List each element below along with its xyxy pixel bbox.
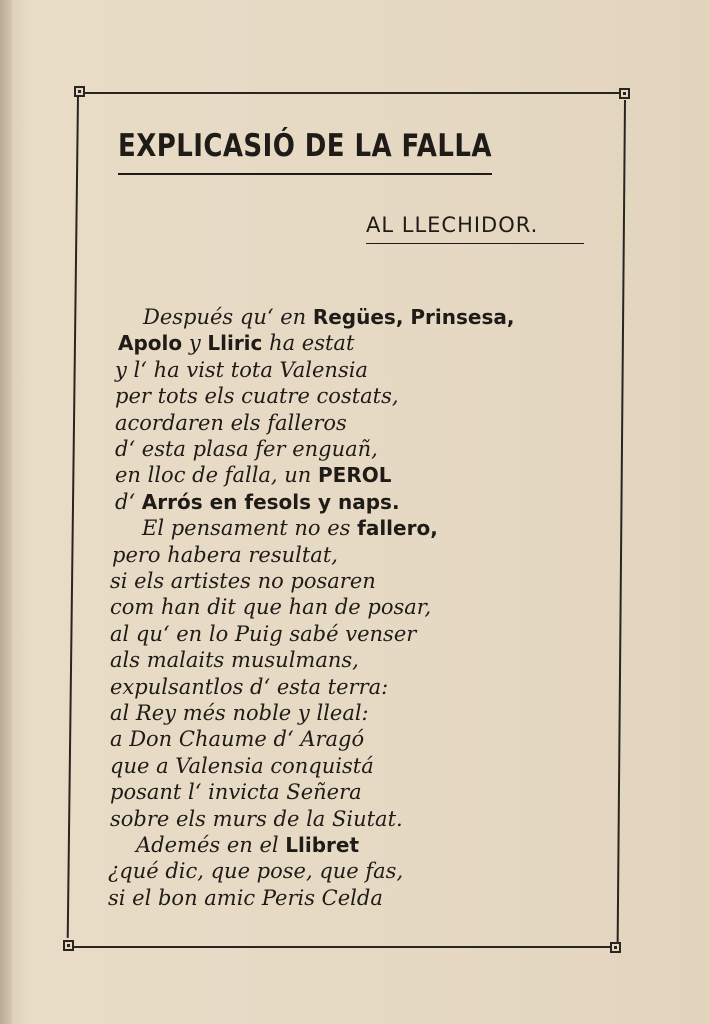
poem-line	[110, 621, 416, 647]
poem-text: com han dit que han de posar,	[110, 595, 432, 620]
frame-left-border	[67, 96, 79, 938]
poem-line	[110, 779, 362, 805]
poem-text: en lloc de falla, un	[115, 463, 319, 488]
poem-text: que a Valensia conquistá	[110, 753, 374, 778]
poem-emphasis: PEROL	[318, 463, 392, 488]
title-underline	[118, 173, 492, 175]
poem-text: als malaits musulmans,	[110, 648, 359, 673]
poem-line	[112, 542, 338, 568]
poem-text: si els artistes no posaren	[110, 569, 376, 593]
book-spine-shadow	[0, 0, 12, 1024]
poem-text: ha estat	[262, 331, 355, 356]
poem-line	[110, 594, 431, 620]
poem-line	[110, 700, 369, 726]
frame-corner-top-left-ornament	[74, 86, 85, 97]
poem-line	[108, 885, 383, 911]
poem-line	[118, 330, 354, 356]
poem-emphasis: fallero,	[357, 516, 438, 541]
poem-text: Ademés en el	[136, 833, 286, 857]
frame-corner-bottom-right-ornament	[610, 942, 621, 953]
frame-corner-top-right-ornament	[619, 88, 630, 99]
poem-emphasis: Regües, Prinsesa,	[312, 305, 515, 329]
poem-text: a Don Chaume d‘ Aragó	[110, 727, 365, 752]
poem-emphasis: Arrós en fesols y naps.	[141, 489, 400, 514]
poem-text: acordaren els falleros	[115, 410, 347, 435]
frame-bottom-border	[68, 946, 621, 948]
poem-text: per tots els cuatre costats,	[115, 384, 399, 409]
poem-emphasis: Llibret	[285, 833, 360, 857]
poem-line	[115, 357, 368, 383]
poem-line	[110, 568, 376, 594]
dedication-underline	[366, 243, 584, 244]
poem-line	[110, 674, 388, 700]
dedication-heading: AL LLECHIDOR.	[366, 213, 539, 237]
poem-text: al Rey més noble y lleal:	[110, 701, 369, 725]
poem-text: y l‘ ha vist tota Valensia	[115, 357, 368, 382]
poem-line	[115, 489, 400, 515]
poem-text: d‘	[115, 489, 142, 514]
poem-line	[115, 436, 378, 462]
poem-text: al qu‘ en lo Puig sabé venser	[110, 621, 417, 646]
poem-line	[108, 858, 403, 884]
poem-text: d‘ esta plasa fer enguañ,	[115, 437, 378, 461]
page-title: EXPLICASIÓ DE LA FALLA	[118, 128, 492, 164]
poem-line	[110, 726, 364, 752]
poem-emphasis: Apolo	[118, 331, 183, 356]
poem-line	[115, 383, 399, 409]
poem-line	[142, 515, 438, 541]
poem-text: posant l‘ invicta Señera	[110, 780, 362, 805]
poem-text: El pensament no es	[142, 516, 358, 541]
poem-line	[115, 462, 391, 488]
poem-line	[115, 410, 347, 436]
poem-text: si el bon amic Peris Celda	[108, 885, 383, 910]
poem-text: ¿qué dic, que pose, que fas,	[108, 859, 404, 884]
poem-text: sobre els murs de la Siutat.	[110, 806, 403, 831]
poem-line	[110, 806, 403, 832]
poem-emphasis: Lliric	[207, 331, 263, 356]
poem-text: y	[182, 331, 208, 356]
poem-text: pero habera resultat,	[112, 542, 338, 567]
poem-text: Después qu‘ en	[143, 305, 313, 329]
poem-line	[110, 753, 374, 779]
poem-line	[110, 647, 359, 673]
frame-right-border	[617, 100, 626, 942]
poem-line	[143, 304, 514, 330]
frame-top-border	[84, 92, 627, 94]
frame-corner-bottom-left-ornament	[63, 940, 74, 951]
poem-line	[136, 832, 359, 858]
poem-text: expulsantlos d‘ esta terra:	[110, 674, 389, 699]
